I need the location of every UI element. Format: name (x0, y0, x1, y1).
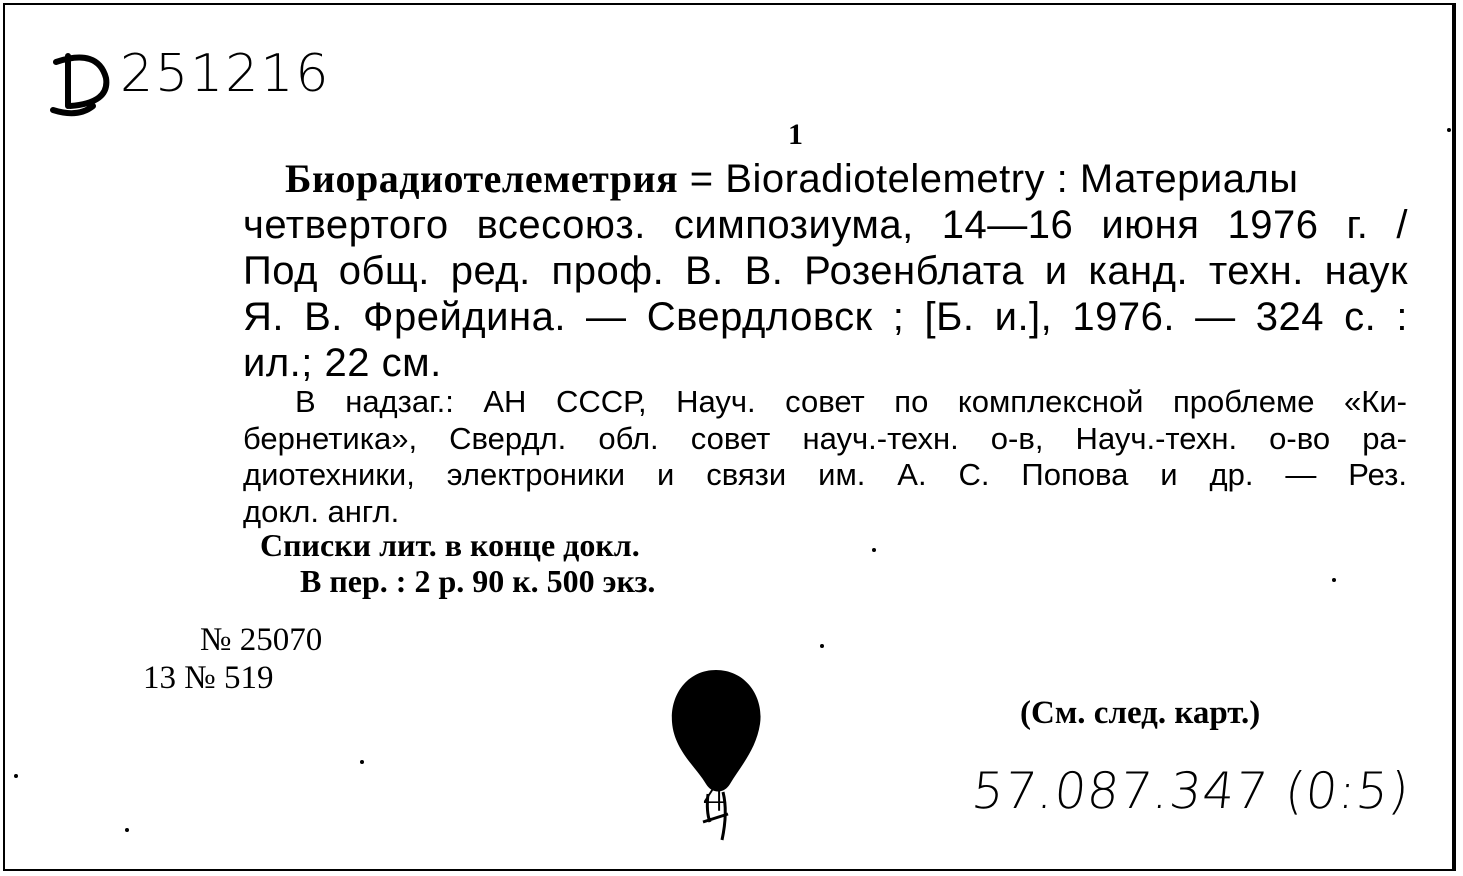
price-note: В пер. : 2 р. 90 к. 500 экз. (300, 563, 656, 599)
entry-line-4: Я. В. Фрейдина. — Свердловск ; [Б. и.], 1976. — 324 с. : (243, 295, 1408, 339)
note-line-2: бернетика», Свердл. обл. совет науч.-техн. о-в, Науч.-техн. о-во ра- (243, 421, 1407, 456)
entry-line-5: ил.; 22 см. (243, 341, 442, 385)
speck (360, 760, 364, 764)
continuation-note: (См. след. карт.) (1020, 695, 1261, 731)
handwritten-id: 251216 (120, 44, 331, 104)
entry-line-3: Под общ. ред. проф. В. В. Розенблата и канд. техн. наук (243, 249, 1408, 293)
note-line-1: В надзаг.: АН СССР, Науч. совет по комплексной проблеме «Ки- (295, 384, 1407, 419)
card-number: 13 № 519 (143, 660, 274, 696)
entry-line-1 (285, 155, 1299, 202)
speck (1332, 578, 1336, 582)
speck (14, 774, 18, 778)
handwritten-d-mark-icon (48, 48, 118, 118)
entry-line-2: четвертого всесоюз. симпозиума, 14—16 июня 1976 г. / (243, 203, 1408, 247)
note-line-4: докл. англ. (243, 494, 400, 529)
hand-mark: 4 (702, 775, 728, 821)
section-mark: 1 (788, 118, 803, 151)
speck (872, 548, 876, 552)
classification-index: 57.087.347 (0:5) (968, 762, 1413, 820)
speck (125, 828, 129, 832)
entry-title-rest: = Bioradiotelemetry : Материалы (678, 157, 1299, 201)
references-note: Списки лит. в конце докл. (260, 527, 640, 563)
entry-title: Биорадиотелеметрия (285, 156, 679, 201)
speck (1447, 128, 1451, 132)
speck (820, 644, 824, 648)
note-line-3: диотехники, электроники и связи им. А. С. Попова и др. — Рез. (243, 457, 1407, 492)
accession-number: № 25070 (200, 622, 323, 658)
